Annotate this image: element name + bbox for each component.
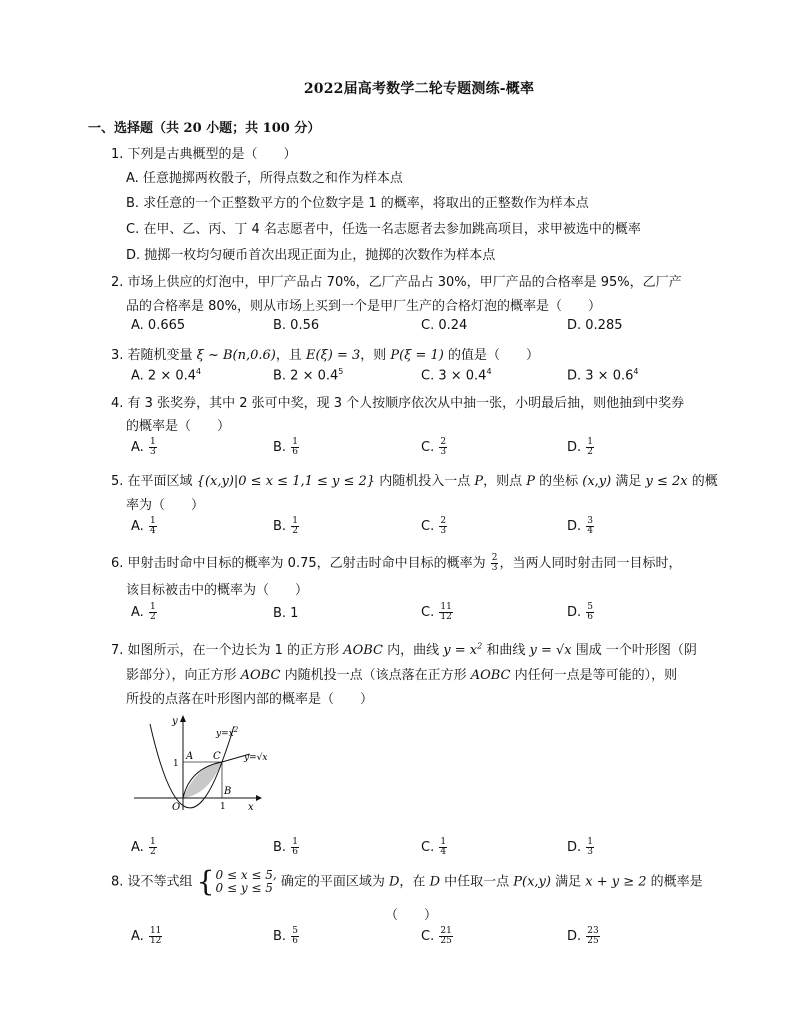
q6-text-2: ，当两人同时射击同一目标时， bbox=[499, 556, 682, 571]
q2-option-c[interactable]: C. 0.24 bbox=[421, 318, 468, 333]
frac-numerator: 23 bbox=[587, 926, 599, 936]
q8-text-1: 8. 设不等式组 bbox=[111, 874, 197, 890]
q8-option-a-label: A. bbox=[131, 929, 144, 944]
q6-text-1: 6. 甲射击时命中目标的概率为 0.75，乙射击时命中目标的概率为 bbox=[111, 556, 490, 571]
q7-stem-line2 bbox=[126, 664, 677, 683]
q8-option-d[interactable] bbox=[567, 927, 601, 946]
q6-option-c-frac bbox=[439, 603, 452, 622]
q4-option-c[interactable] bbox=[421, 438, 448, 457]
q3-text-4: 的值是（ ） bbox=[443, 348, 540, 363]
q1-option-a[interactable]: A. 任意抛掷两枚骰子，所得点数之和作为样本点 bbox=[126, 171, 403, 186]
q7-option-c-label: C. bbox=[421, 840, 435, 855]
q6-option-a-label: A. bbox=[131, 605, 144, 620]
q5-option-d-frac bbox=[586, 517, 594, 536]
frac-numerator: 1 bbox=[149, 516, 156, 526]
q8-option-a-frac bbox=[149, 927, 162, 946]
frac-denominator: 4 bbox=[440, 847, 447, 857]
q4-option-d-frac bbox=[586, 438, 594, 457]
q6-option-c-label: C. bbox=[421, 605, 435, 620]
x-axis-label: x bbox=[248, 802, 254, 813]
frac-numerator: 2 bbox=[440, 516, 447, 526]
q6-option-b[interactable]: B. 1 bbox=[273, 606, 299, 621]
q3-option-c-exp: 4 bbox=[486, 367, 492, 376]
x-axis-arrow bbox=[256, 795, 262, 801]
q5-math-4: (x,y) bbox=[582, 474, 612, 489]
y-axis-arrow bbox=[180, 715, 186, 722]
q7-math-2 bbox=[443, 643, 482, 658]
q8-option-d-frac bbox=[586, 927, 599, 946]
q8-text-4: 中任取一点 bbox=[440, 874, 514, 890]
q7-stem-line3: 所投的点落在叶形图内部的概率是（ ） bbox=[126, 692, 374, 707]
q5-option-b[interactable] bbox=[273, 517, 300, 536]
q3-text-1: 3. 若随机变量 bbox=[111, 348, 197, 363]
q3-option-c-base: C. 3 × 0.4 bbox=[421, 368, 487, 384]
q3-option-b-exp: 5 bbox=[338, 367, 344, 376]
q4-option-a-label: A. bbox=[131, 440, 144, 455]
q2-option-d[interactable]: D. 0.285 bbox=[567, 318, 623, 333]
q4-option-b-label: B. bbox=[273, 440, 287, 455]
q7-math-2-exp: 2 bbox=[477, 641, 483, 651]
q5-text-2: 内随机投入一点 bbox=[375, 474, 475, 489]
q8-option-a[interactable] bbox=[131, 927, 163, 946]
q7-l2-text-2: 内随机投一点（该点落在正方形 bbox=[280, 668, 471, 683]
q8-option-c[interactable] bbox=[421, 927, 454, 946]
frac-denominator: 3 bbox=[491, 563, 498, 573]
q5-option-b-frac bbox=[291, 517, 299, 536]
q7-l2-math-1: AOBC bbox=[240, 668, 281, 683]
q8-option-c-frac bbox=[439, 927, 452, 946]
frac-numerator: 1 bbox=[587, 437, 594, 447]
frac-denominator: 12 bbox=[440, 612, 452, 622]
q3-option-d-base: D. 3 × 0.6 bbox=[567, 368, 634, 384]
q4-stem-line2: 的概率是（ ） bbox=[126, 419, 231, 434]
q2-option-b[interactable]: B. 0.56 bbox=[273, 318, 320, 333]
frac-numerator: 21 bbox=[440, 926, 452, 936]
q8-option-b-label: B. bbox=[273, 929, 287, 944]
frac-numerator: 5 bbox=[587, 602, 594, 612]
q5-stem bbox=[111, 470, 718, 489]
q6-option-d[interactable] bbox=[567, 603, 595, 622]
q7-option-b-label: B. bbox=[273, 840, 287, 855]
frac-numerator: 1 bbox=[292, 516, 298, 526]
q7-option-b-frac bbox=[291, 838, 299, 857]
q3-stem bbox=[111, 344, 539, 363]
q3-math-2: E(ξ) = 3 bbox=[306, 348, 361, 363]
frac-numerator: 2 bbox=[491, 553, 498, 563]
q6-option-c[interactable] bbox=[421, 603, 454, 622]
q8-option-b[interactable] bbox=[273, 927, 300, 946]
curve-parabola-label-exp: 2 bbox=[233, 726, 239, 734]
frac-numerator: 2 bbox=[440, 437, 447, 447]
q8-ineq-row-1: 0 ≤ x ≤ 5, bbox=[215, 868, 277, 882]
frac-denominator: 6 bbox=[292, 447, 298, 457]
q6-stem-line2: 该目标被击中的概率为（ ） bbox=[126, 583, 309, 598]
q5-text-1: 5. 在平面区域 bbox=[111, 474, 197, 489]
q3-text-3: ，则 bbox=[360, 348, 391, 363]
q8-stem-line2: （ ） bbox=[385, 908, 438, 923]
leaf-shaded-region bbox=[183, 762, 222, 798]
frac-numerator: 3 bbox=[587, 516, 594, 526]
q7-option-c-frac bbox=[439, 838, 447, 857]
frac-numerator: 1 bbox=[149, 437, 156, 447]
q7-option-a[interactable] bbox=[131, 838, 158, 857]
frac-denominator: 4 bbox=[587, 526, 594, 536]
q8-option-d-label: D. bbox=[567, 929, 582, 944]
frac-numerator: 1 bbox=[149, 602, 156, 612]
q4-option-c-label: C. bbox=[421, 440, 435, 455]
frac-denominator: 2 bbox=[292, 526, 298, 536]
q6-option-a-frac bbox=[149, 603, 157, 622]
q7-option-d[interactable] bbox=[567, 838, 595, 857]
frac-denominator: 3 bbox=[440, 447, 447, 457]
q5-math-5: y ≤ 2x bbox=[645, 474, 688, 489]
q3-option-d-exp: 4 bbox=[633, 367, 639, 376]
frac-denominator: 25 bbox=[587, 936, 599, 946]
q4-option-b[interactable] bbox=[273, 438, 300, 457]
tick-1-x: 1 bbox=[220, 802, 226, 812]
q4-option-d-label: D. bbox=[567, 440, 582, 455]
q5-stem-line2: 率为（ ） bbox=[126, 498, 205, 513]
q8-option-c-label: C. bbox=[421, 929, 435, 944]
q4-option-a-frac bbox=[149, 438, 157, 457]
q6-option-a[interactable] bbox=[131, 603, 158, 622]
curve-parabola-label-base: y=x bbox=[216, 729, 234, 739]
q5-option-c[interactable] bbox=[421, 517, 448, 536]
curve-parabola-label bbox=[215, 726, 239, 739]
frac-numerator: 1 bbox=[292, 837, 298, 847]
q4-option-c-frac bbox=[439, 438, 447, 457]
q8-text-2: 确定的平面区域为 bbox=[276, 874, 389, 890]
q7-text-2: 内，曲线 bbox=[383, 643, 444, 658]
q6-option-d-label: D. bbox=[567, 605, 582, 620]
q5-text-5: 满足 bbox=[611, 474, 646, 489]
q3-option-a-base: A. 2 × 0.4 bbox=[131, 368, 197, 384]
q5-math-2: P bbox=[474, 474, 484, 489]
q7-l2-text-3: 内任何一点是等可能的），则 bbox=[510, 668, 678, 683]
q8-inequality-system bbox=[196, 865, 277, 898]
q4-option-b-frac bbox=[291, 438, 299, 457]
q1-stem: 1. 下列是古典概型的是（ ） bbox=[111, 147, 297, 162]
tick-1-y: 1 bbox=[173, 759, 179, 769]
q7-option-b[interactable] bbox=[273, 838, 300, 857]
frac-denominator: 6 bbox=[587, 612, 594, 622]
q7-l2-math-2: AOBC bbox=[470, 668, 511, 683]
q2-option-a[interactable]: A. 0.665 bbox=[131, 318, 186, 333]
q7-l2-text-1: 影部分），向正方形 bbox=[126, 668, 241, 683]
point-b-label: B bbox=[224, 786, 232, 797]
curve-sqrt-label: y=√x bbox=[244, 753, 268, 763]
q3-math-3: P(ξ = 1) bbox=[390, 348, 444, 363]
q5-option-d[interactable] bbox=[567, 517, 595, 536]
q6-option-d-frac bbox=[586, 603, 594, 622]
frac-numerator: 1 bbox=[587, 837, 594, 847]
q7-stem-line1 bbox=[111, 639, 697, 658]
q5-option-a-frac bbox=[149, 517, 157, 536]
q3-text-2: ，且 bbox=[275, 348, 307, 363]
section-heading: 一、选择题（共 20 小题；共 100 分） bbox=[88, 121, 321, 136]
q5-option-a[interactable] bbox=[131, 517, 158, 536]
q5-text-6: 的概 bbox=[687, 474, 718, 489]
q7-option-d-label: D. bbox=[567, 840, 582, 855]
q5-option-b-label: B. bbox=[273, 519, 287, 534]
q7-math-1: AOBC bbox=[343, 643, 384, 658]
q7-text-4: 围成 一个叶形图（阴 bbox=[571, 643, 697, 658]
q8-text-3: ，在 bbox=[399, 874, 430, 890]
page-title: 2022届高考数学二轮专题测练-概率 bbox=[303, 81, 535, 97]
frac-numerator: 1 bbox=[292, 437, 298, 447]
point-c-label: C bbox=[213, 751, 221, 762]
frac-denominator: 4 bbox=[149, 526, 156, 536]
frac-denominator: 2 bbox=[149, 847, 156, 857]
q8-ineq-row-2: 0 ≤ y ≤ 5 bbox=[215, 881, 273, 895]
q4-option-a[interactable] bbox=[131, 438, 158, 457]
frac-denominator: 6 bbox=[292, 847, 298, 857]
q8-option-b-frac bbox=[291, 927, 299, 946]
q7-option-a-label: A. bbox=[131, 840, 144, 855]
q3-option-c[interactable] bbox=[421, 367, 492, 383]
q6-stem bbox=[111, 552, 682, 573]
q3-math-1: ξ ~ B(n,0.6) bbox=[196, 348, 276, 363]
q3-option-b-base: B. 2 × 0.4 bbox=[273, 368, 339, 384]
q8-brace: { bbox=[196, 865, 215, 898]
q5-text-3: ，则点 bbox=[483, 474, 527, 489]
frac-denominator: 3 bbox=[440, 526, 447, 536]
q3-option-d[interactable] bbox=[567, 367, 638, 383]
q5-math-3: P bbox=[526, 474, 535, 489]
frac-denominator: 3 bbox=[149, 447, 156, 457]
q8-text-6: 的概率是 bbox=[646, 874, 703, 890]
q8-math-2: D bbox=[429, 874, 440, 890]
frac-denominator: 3 bbox=[587, 847, 594, 857]
q4-stem-line1: 4. 有 3 张奖券，其中 2 张可中奖，现 3 个人按顺序依次从中抽一张，小明最后抽，则他抽到中奖券 bbox=[111, 396, 685, 411]
y-axis-label: y bbox=[172, 716, 178, 727]
q7-option-c[interactable] bbox=[421, 838, 448, 857]
q6-frac bbox=[491, 554, 499, 573]
q8-text-5: 满足 bbox=[550, 874, 586, 890]
q3-option-a[interactable] bbox=[131, 367, 201, 383]
frac-denominator: 2 bbox=[149, 612, 156, 622]
q5-math-1: {(x,y)|0 ≤ x ≤ 1,1 ≤ y ≤ 2} bbox=[196, 474, 376, 489]
q8-math-3: P(x,y) bbox=[513, 874, 551, 890]
q3-option-a-exp: 4 bbox=[196, 367, 202, 376]
q1-option-b[interactable]: B. 求任意的一个正整数平方的个位数字是 1 的概率，将取出的正整数作为样本点 bbox=[126, 196, 589, 211]
q7-text-1: 7. 如图所示，在一个边长为 1 的正方形 bbox=[111, 643, 344, 658]
q7-text-3: 和曲线 bbox=[482, 643, 530, 658]
q7-math-2-base: y = x bbox=[443, 643, 478, 658]
q5-option-c-label: C. bbox=[421, 519, 435, 534]
frac-numerator: 11 bbox=[440, 602, 452, 612]
q7-option-d-frac bbox=[586, 838, 594, 857]
frac-denominator: 2 bbox=[587, 447, 594, 457]
q7-leaf-figure bbox=[128, 710, 268, 814]
q3-option-b[interactable] bbox=[273, 367, 343, 383]
origin-label: O bbox=[172, 802, 181, 813]
q1-option-d[interactable]: D. 抛掷一枚均匀硬币首次出现正面为止，抛掷的次数作为样本点 bbox=[126, 248, 496, 263]
q5-option-c-frac bbox=[439, 517, 447, 536]
q5-text-4: 的坐标 bbox=[534, 474, 583, 489]
frac-denominator: 6 bbox=[292, 936, 298, 946]
frac-numerator: 1 bbox=[149, 837, 156, 847]
q5-option-d-label: D. bbox=[567, 519, 582, 534]
q4-option-d[interactable] bbox=[567, 438, 595, 457]
frac-denominator: 25 bbox=[440, 936, 452, 946]
frac-numerator: 5 bbox=[292, 926, 298, 936]
frac-numerator: 1 bbox=[440, 837, 447, 847]
q1-option-c[interactable]: C. 在甲、乙、丙、丁 4 名志愿者中，任选一名志愿者去参加跳高项目，求甲被选中的概率 bbox=[126, 222, 641, 237]
frac-numerator: 11 bbox=[149, 926, 162, 936]
q7-math-3: y = √x bbox=[529, 643, 572, 658]
q8-math-4: x + y ≥ 2 bbox=[585, 874, 647, 890]
q2-stem-line1: 2. 市场上供应的灯泡中，甲厂产品占 70%，乙厂产品占 30%，甲厂产品的合格率是 95%，乙厂产 bbox=[111, 275, 682, 290]
q7-option-a-frac bbox=[149, 838, 157, 857]
frac-denominator: 12 bbox=[149, 936, 162, 946]
q2-stem-line2: 品的合格率是 80%，则从市场上买到一个是甲厂生产的合格灯泡的概率是（ ） bbox=[126, 299, 602, 314]
point-a-label: A bbox=[186, 751, 194, 762]
q5-option-a-label: A. bbox=[131, 519, 144, 534]
q8-stem bbox=[111, 865, 703, 898]
q8-math-1: D bbox=[388, 874, 400, 890]
